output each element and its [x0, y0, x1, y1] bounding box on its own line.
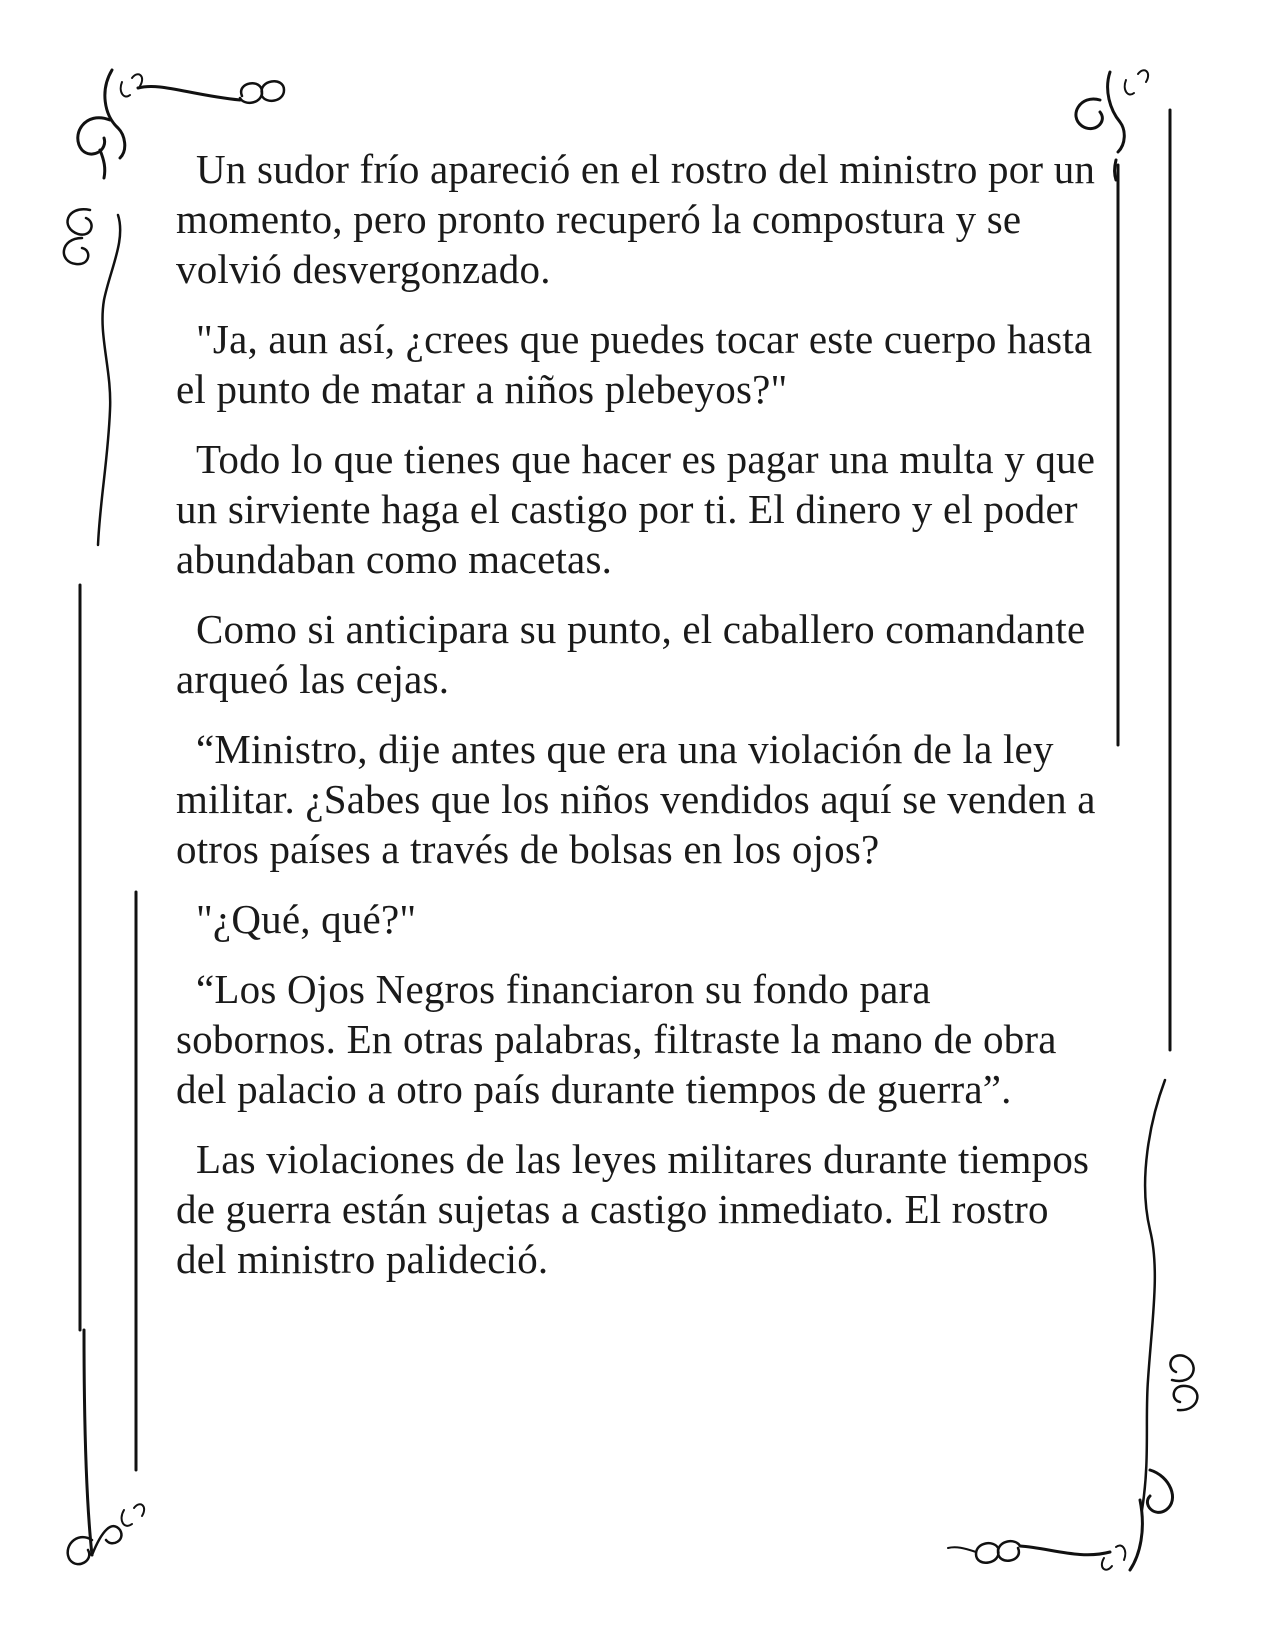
paragraph: Todo lo que tienes que hacer es pagar una multa y que un sirviente haga el castigo por ti. El dinero y el poder abundaban como macetas.	[176, 436, 1096, 582]
story-text	[176, 144, 1096, 1284]
paragraph: Las violaciones de las leyes militares durante tiempos de guerra están sujetas a castigo inmediato. El rostro del ministro palideció.	[176, 1136, 1090, 1282]
flourish-bottom-left	[68, 1330, 144, 1564]
paragraph: Un sudor frío apareció en el rostro del ministro por un momento, pero pronto recuperó la compostura y se volvió desvergonzado.	[176, 146, 1096, 292]
flourish-bottom-right	[948, 1470, 1173, 1570]
paragraph: "¿Qué, qué?"	[196, 896, 417, 942]
flourish-left-swirl	[64, 209, 120, 545]
paragraph: “Los Ojos Negros financiaron su fondo para sobornos. En otras palabras, filtraste la mano de obra del palacio a otro país durante tiempos de guerra”.	[176, 966, 1057, 1112]
paragraph: “Ministro, dije antes que era una violación de la ley militar. ¿Sabes que los niños vendidos aquí se venden a otros países a través de bolsas en los ojos?	[176, 726, 1096, 872]
paragraph: "Ja, aun así, ¿crees que puedes tocar este cuerpo hasta el punto de matar a niños plebeyos?"	[176, 316, 1093, 412]
paragraph: Como si anticipara su punto, el caballero comandante arqueó las cejas.	[176, 606, 1086, 702]
flourish-right-swirl	[1142, 1080, 1197, 1510]
